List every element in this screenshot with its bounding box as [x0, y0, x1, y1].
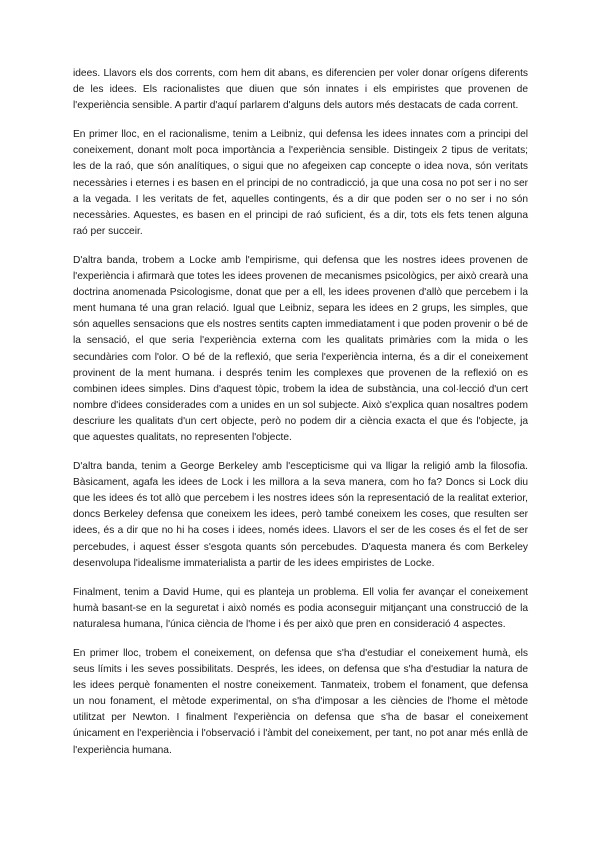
paragraph-berkeley: D'altra banda, tenim a George Berkeley amb l'escepticisme qui va lligar la religió amb la filosofia. Bàsicament, agafa les idees de Lock i les millora a la seva manera, com ho fa? Doncs si Lock diu que les idees és tot allò que percebem i les nostres idees són la representació de la realitat exterior, doncs Berkeley defensa que coneixem les idees, però també coneixem les coses, que resulten ser idees, és a dir que no hi ha coses i idees, només idees. Llavors el ser de les coses és el fet de ser percebudes, i aquest ésser s'esgota quants són percebudes. D'aquesta manera és com Berkeley desenvolupa l'idealisme immaterialista a partir de les idees empiristes de Locke.: [73, 461, 528, 569]
document-page: [73, 66, 528, 772]
paragraph-hume: Finalment, tenim a David Hume, qui es planteja un problema. Ell volia fer avançar el coneixement humà basant-se en la seguretat i això només es podia aconseguir mitjançant una construcció de la naturalesa humana, l'única ciència de l'home i és per això que pren en consideració 4 aspectes.: [73, 586, 528, 630]
paragraph-leibniz: En primer lloc, en el racionalisme, tenim a Leibniz, qui defensa les idees innates com a principi del coneixement, donant molt poca importància a l'experiència sensible. Distingeix 2 tipus de veritats; les de la raó, que són analítiques, o sigui que no afegeixen cap concepte o idea nova, són veritats necessàries i eternes i es basen en el principi de no contradicció, ja que una cosa no pot ser i no ser a la vegada. I les veritats de fet, aquelles contingents, és a dir que poden ser o no ser i no són necessàries. Aquestes, es basen en el principi de raó suficient, és a dir, tots els fets tenen alguna raó per succeir.: [73, 129, 528, 237]
paragraph-hume-aspects: En primer lloc, trobem el coneixement, on defensa que s'ha d'estudiar el coneixement humà, els seus límits i les seves possibilitats. Després, les idees, on defensa que s'ha d'estudiar la natura de les idees perquè fonamenten el nostre coneixement. Tanmateix, trobem el fonament, que defensa un nou fonament, el mètode experimental, on s'ha d'imposar a les ciències de l'home el mètode utilitzat per Newton. I finalment l'experiència on defensa que s'ha de basar el coneixement únicament en l'experiència i l'observació i l'àmbit del coneixement, per tant, no pot anar més enllà de l'experiència humana.: [73, 648, 528, 756]
paragraph-intro: idees. Llavors els dos corrents, com hem dit abans, es diferencien per voler donar orígens diferents de les idees. Els racionalistes que diuen que són innates i els empiristes que provenen de l'experiència sensible. A partir d'aquí parlarem d'alguns dels autors més destacats de cada corrent.: [73, 68, 528, 112]
paragraph-locke: D'altra banda, trobem a Locke amb l'empirisme, qui defensa que les nostres idees provenen de l'experiència i afirmarà que totes les idees provenen de mecanismes psicològics, per això crearà una doctrina anomenada Psicologisme, donat que per a ell, les idees provenen d'allò que percebem i la ment humana té una gran relació. Igual que Leibniz, separa les idees en 2 grups, les simples, que són aquelles sensacions que els nostres sentits capten immediatament i que poden provenir o bé de la sensació, el que seria l'experiència externa com les qualitats primàries com la mida o les secundàries com l'olor. O bé de la reflexió, que seria l'experiència interna, és a dir el coneixement provinent de la ment humana. i després tenim les complexes que provenen de la reflexió on es combinen idees simples. Dins d'aquest tòpic, trobem la idea de substància, una col·lecció d'un cert nombre d'idees considerades com a unides en un sol subjecte. Això s'explica quan nosaltres podem descriure les qualitats d'un cert objecte, però no podem dir a ciència exacta el que és l'objecte, ja que aquestes qualitats, no representen l'objecte.: [73, 254, 528, 443]
